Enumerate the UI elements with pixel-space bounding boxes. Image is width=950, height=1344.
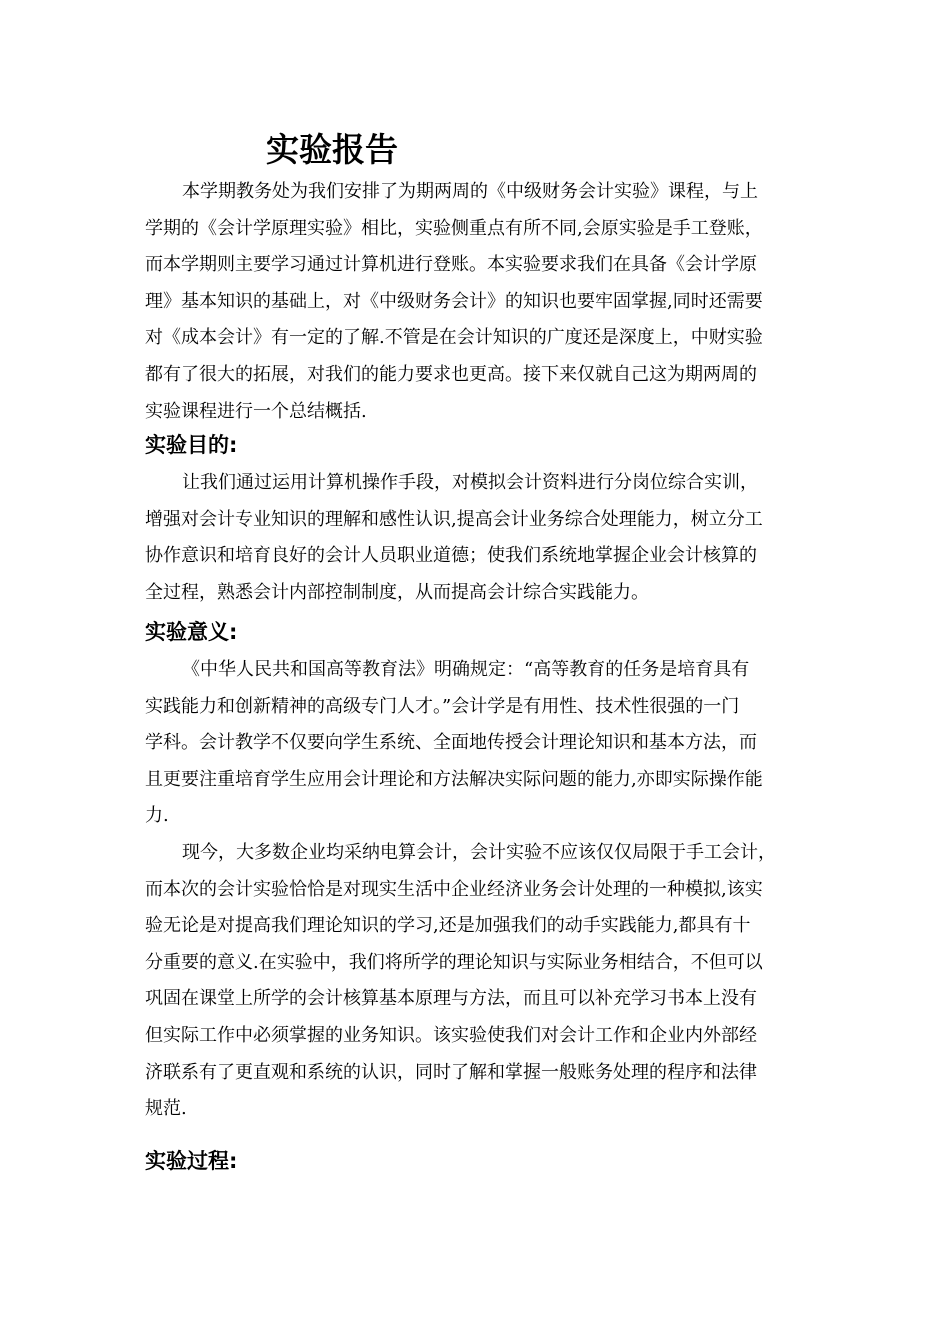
paragraph-line: 规范.: [145, 1098, 187, 1120]
paragraph-line: 理》基本知识的基础上，对《中级财务会计》的知识也要牢固掌握,同时还需要: [145, 290, 763, 312]
paragraph-line: 实验课程进行一个总结概括.: [145, 400, 367, 422]
significance-heading: 实验意义:: [145, 620, 238, 644]
paragraph-line: 巩固在课堂上所学的会计核算基本原理与方法，而且可以补充学习书本上没有: [145, 988, 757, 1010]
paragraph-line: 学科。会计教学不仅要向学生系统、全面地传授会计理论知识和基本方法，而: [145, 732, 757, 754]
paragraph-line: 且更要注重培育学生应用会计理论和方法解决实际问题的能力,亦即实际操作能: [145, 768, 763, 790]
paragraph-line: 现今，大多数企业均采纳电算会计，会计实验不应该仅仅局限于手工会计，: [182, 842, 776, 863]
paragraph-line: 分重要的意义.在实验中，我们将所学的理论知识与实际业务相结合，不但可以: [145, 951, 763, 973]
paragraph-line: 而本学期则主要学习通过计算机进行登账。本实验要求我们在具备《会计学原: [145, 254, 757, 276]
significance-paragraph-1: [145, 652, 810, 835]
paragraph-line: 让我们通过运用计算机操作手段，对模拟会计资料进行分岗位综合实训，: [182, 472, 758, 493]
process-heading: 实验过程:: [145, 1149, 238, 1173]
paragraph-line: 《中华人民共和国高等教育法》明确规定：“高等教育的任务是培育具有: [182, 659, 750, 680]
paragraph-line: 本学期教务处为我们安排了为期两周的《中级财务会计实验》课程，与上: [182, 181, 758, 202]
paragraph-line: 都有了很大的拓展，对我们的能力要求也更高。接下来仅就自己这为期两周的: [145, 363, 757, 385]
paragraph-line: 而本次的会计实验恰恰是对现实生活中企业经济业务会计处理的一种模拟,该实: [145, 878, 763, 900]
paragraph-line: 全过程，熟悉会计内部控制制度，从而提高会计综合实践能力。: [145, 581, 649, 603]
paragraph-line: 力.: [145, 805, 169, 827]
paragraph-line: 但实际工作中必须掌握的业务知识。该实验使我们对会计工作和企业内外部经: [145, 1024, 757, 1046]
purpose-heading: 实验目的:: [145, 433, 238, 457]
purpose-paragraph: [145, 465, 810, 611]
document-title: 实验报告: [266, 130, 398, 169]
paragraph-line: 实践能力和创新精神的高级专门人才。”会计学是有用性、技术性很强的一门: [145, 695, 740, 717]
paragraph-line: 济联系有了更直观和系统的认识，同时了解和掌握一般账务处理的程序和法律: [145, 1061, 757, 1083]
paragraph-line: 学期的《会计学原理实验》相比，实验侧重点有所不同,会原实验是手工登账，: [145, 217, 763, 239]
paragraph-line: 验无论是对提高我们理论知识的学习,还是加强我们的动手实践能力,都具有十: [145, 915, 751, 937]
paragraph-line: 增强对会计专业知识的理解和感性认识,提高会计业务综合处理能力，树立分工: [145, 508, 763, 530]
significance-paragraph-2: [145, 835, 810, 1128]
paragraph-line: 协作意识和培育良好的会计人员职业道德；使我们系统地掌握企业会计核算的: [145, 545, 757, 567]
paragraph-line: 对《成本会计》有一定的了解.不管是在会计知识的广度还是深度上，中财实验: [145, 327, 763, 349]
intro-paragraph: [145, 174, 810, 430]
